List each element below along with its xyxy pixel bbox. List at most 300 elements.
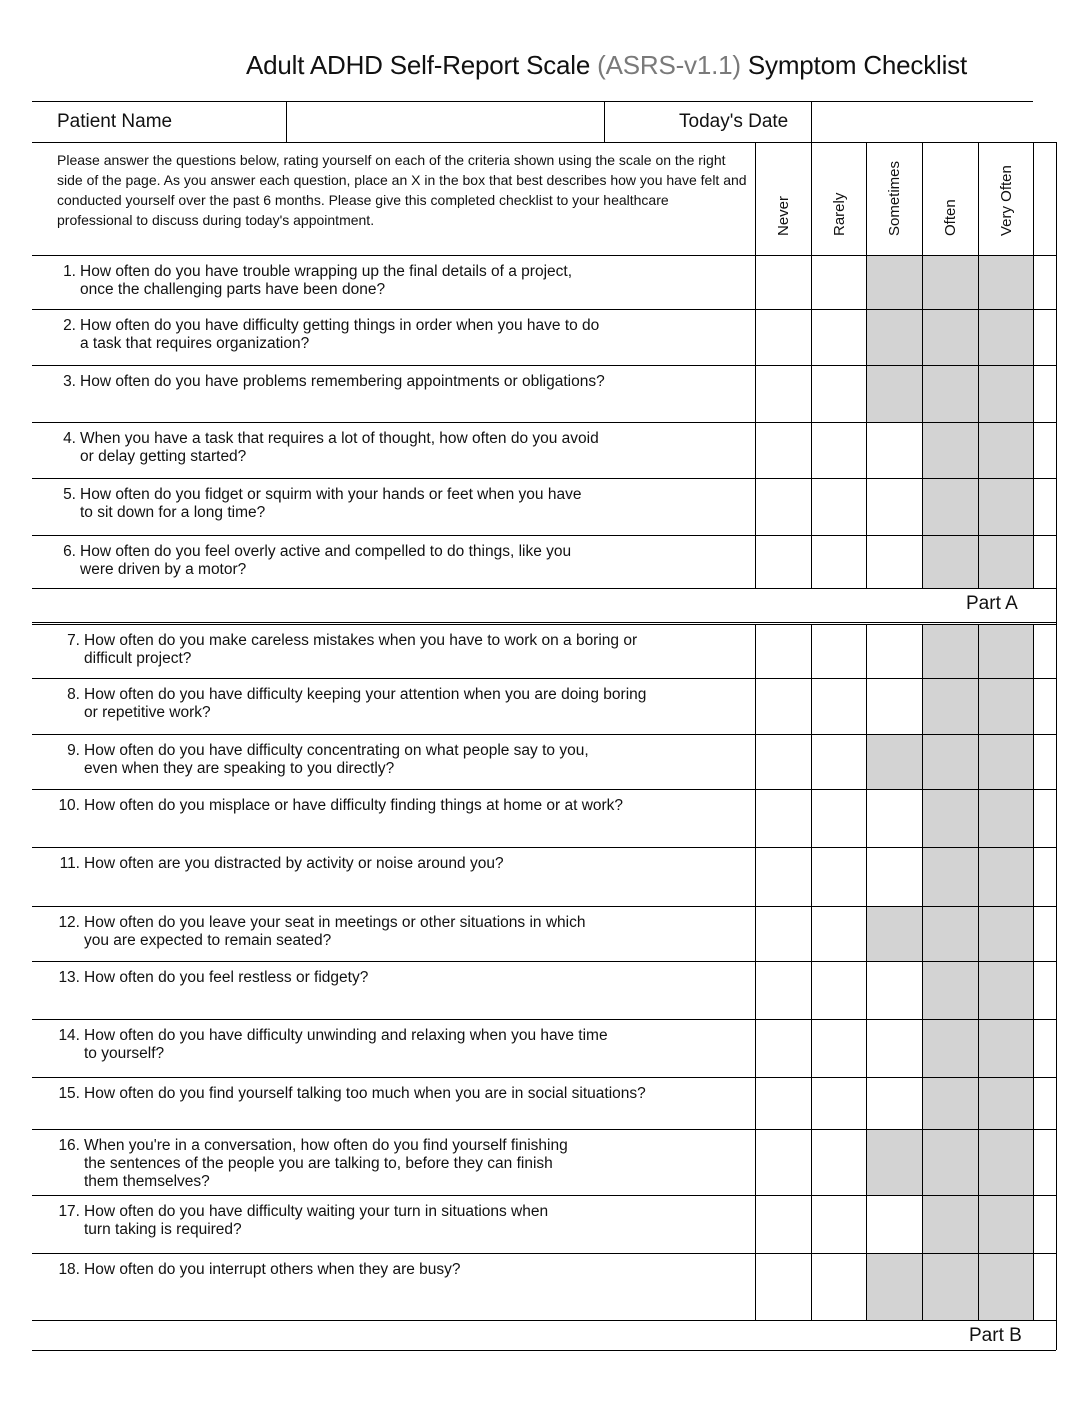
cell-divider	[1033, 535, 1034, 588]
answer-box-rarely[interactable]	[812, 790, 866, 847]
row-rule	[32, 478, 1056, 479]
answer-box-never[interactable]	[756, 1130, 811, 1195]
question-item	[52, 1137, 742, 1191]
cell-divider	[755, 309, 756, 365]
question-item	[52, 543, 742, 579]
answer-box-often[interactable]	[923, 679, 978, 734]
cell-divider	[1033, 1077, 1034, 1129]
row-rule	[32, 365, 1056, 366]
cell-divider	[755, 1195, 756, 1253]
column-header-never	[773, 143, 793, 253]
question-item	[52, 430, 742, 466]
question-text-line1: How often are you distracted by activity or noise around you?	[84, 855, 504, 872]
right-outer-line	[1056, 142, 1057, 1350]
cell-divider	[866, 734, 867, 789]
answer-box-very-often[interactable]	[979, 1254, 1033, 1320]
answer-box-very-often[interactable]	[979, 625, 1033, 678]
question-text-line2: were driven by a motor?	[80, 561, 247, 578]
question-number: 15.	[58, 1085, 80, 1102]
row-rule	[32, 1129, 1056, 1130]
cell-divider	[922, 1129, 923, 1195]
question-text-line1: How often do you have difficulty concentrating on what people say to you,	[84, 742, 589, 759]
row-rule	[32, 1253, 1056, 1254]
question-item	[52, 317, 742, 353]
question-number: 14.	[58, 1027, 80, 1044]
answer-box-never[interactable]	[756, 1020, 811, 1077]
question-text-line1: How often do you leave your seat in meetings or other situations in which	[84, 914, 586, 931]
cell-divider	[978, 734, 979, 789]
answer-box-never[interactable]	[756, 1078, 811, 1129]
question-item	[52, 797, 742, 815]
cell-divider	[755, 1129, 756, 1195]
cell-divider	[755, 365, 756, 422]
cell-divider	[922, 1253, 923, 1320]
question-number: 5.	[63, 486, 76, 503]
answer-box-very-often[interactable]	[979, 1020, 1033, 1077]
answer-box-rarely[interactable]	[812, 1254, 866, 1320]
column-header-label: Never	[775, 195, 792, 236]
question-number: 6.	[63, 543, 76, 560]
question-text-line1: How often do you make careless mistakes when you have to work on a boring or	[84, 632, 638, 649]
answer-box-never[interactable]	[756, 1196, 811, 1253]
answer-box-sometimes[interactable]	[867, 536, 922, 588]
cell-divider	[922, 478, 923, 535]
answer-box-often[interactable]	[923, 366, 978, 422]
question-item	[52, 855, 742, 873]
row-rule	[32, 789, 1056, 790]
answer-box-very-often[interactable]	[979, 479, 1033, 535]
cell-divider	[978, 255, 979, 309]
answer-box-sometimes[interactable]	[867, 1196, 922, 1253]
answer-box-never[interactable]	[756, 366, 811, 422]
cell-divider	[922, 906, 923, 961]
cell-divider	[866, 478, 867, 535]
row-rule	[32, 624, 1056, 625]
answer-box-never[interactable]	[756, 310, 811, 365]
row-rule	[32, 588, 1056, 589]
cell-divider	[978, 535, 979, 588]
answer-box-very-often[interactable]	[979, 1078, 1033, 1129]
answer-box-very-often[interactable]	[979, 790, 1033, 847]
cell-divider	[866, 255, 867, 309]
cell-divider	[866, 1195, 867, 1253]
column-header-often	[940, 143, 960, 253]
cell-divider	[866, 422, 867, 478]
answer-box-often[interactable]	[923, 479, 978, 535]
answer-box-often[interactable]	[923, 310, 978, 365]
answer-box-very-often[interactable]	[979, 679, 1033, 734]
question-item	[52, 1203, 742, 1239]
cell-divider	[755, 624, 756, 678]
answer-box-often[interactable]	[923, 735, 978, 789]
question-text-line1: How often do you fidget or squirm with your hands or feet when you have	[80, 486, 582, 503]
cell-divider	[755, 961, 756, 1019]
answer-box-rarely[interactable]	[812, 256, 866, 309]
row-rule	[32, 1077, 1056, 1078]
cell-divider	[922, 1195, 923, 1253]
cell-divider	[866, 309, 867, 365]
cell-divider	[922, 1077, 923, 1129]
question-number: 1.	[63, 263, 76, 280]
row-rule	[32, 1019, 1056, 1020]
cell-divider	[1033, 1253, 1034, 1320]
answer-box-often[interactable]	[923, 1196, 978, 1253]
cell-divider	[978, 789, 979, 847]
cell-divider	[811, 309, 812, 365]
answer-box-never[interactable]	[756, 1254, 811, 1320]
cell-divider	[866, 624, 867, 678]
answer-box-very-often[interactable]	[979, 1196, 1033, 1253]
question-number: 8.	[67, 686, 80, 703]
cell-divider	[755, 847, 756, 906]
answer-box-sometimes[interactable]	[867, 366, 922, 422]
question-item	[52, 969, 742, 987]
answer-box-sometimes[interactable]	[867, 790, 922, 847]
cell-divider	[1033, 309, 1034, 365]
question-item	[52, 914, 742, 950]
answer-box-very-often[interactable]	[979, 366, 1033, 422]
answer-box-often[interactable]	[923, 423, 978, 478]
cell-divider	[811, 789, 812, 847]
answer-box-very-often[interactable]	[979, 423, 1033, 478]
title-suffix: Symptom Checklist	[740, 50, 967, 80]
answer-box-rarely[interactable]	[812, 907, 866, 961]
question-number: 2.	[63, 317, 76, 334]
row-rule	[32, 309, 1056, 310]
cell-divider	[1033, 734, 1034, 789]
column-header-label: Often	[942, 199, 959, 236]
question-text-line2: the sentences of the people you are talking to, before they can finish	[84, 1155, 553, 1172]
answer-box-often[interactable]	[923, 256, 978, 309]
cell-divider	[978, 961, 979, 1019]
question-text-line2: turn taking is required?	[84, 1221, 242, 1238]
answer-box-never[interactable]	[756, 625, 811, 678]
title-prefix: Adult ADHD Self-Report Scale	[246, 50, 598, 80]
cell-divider	[755, 789, 756, 847]
answer-box-often[interactable]	[923, 907, 978, 961]
cell-divider	[1033, 1019, 1034, 1077]
question-item	[52, 1261, 742, 1279]
cell-divider	[866, 1077, 867, 1129]
question-text-line1: How often do you find yourself talking too much when you are in social situations?	[84, 1085, 646, 1102]
question-text-line1: When you have a task that requires a lot of thought, how often do you avoid	[80, 430, 599, 447]
answer-box-rarely[interactable]	[812, 366, 866, 422]
row-rule	[32, 535, 1056, 536]
answer-box-rarely[interactable]	[812, 423, 866, 478]
cell-divider	[866, 1129, 867, 1195]
answer-box-never[interactable]	[756, 735, 811, 789]
cell-divider	[811, 1077, 812, 1129]
question-text-line1: How often do you feel overly active and compelled to do things, like you	[80, 543, 572, 560]
cell-divider	[811, 847, 812, 906]
title-version: (ASRS-v1.1)	[597, 50, 741, 80]
cell-divider	[866, 1253, 867, 1320]
cell-divider	[811, 678, 812, 734]
answer-box-rarely[interactable]	[812, 848, 866, 906]
cell-divider	[922, 961, 923, 1019]
answer-box-rarely[interactable]	[812, 479, 866, 535]
cell-divider	[1033, 961, 1034, 1019]
question-text-line1: How often do you misplace or have difficulty finding things at home or at work?	[84, 797, 624, 814]
question-item	[52, 1027, 742, 1063]
cell-divider	[978, 1019, 979, 1077]
question-number: 16.	[58, 1137, 80, 1154]
part-b-label: Part B	[969, 1325, 1022, 1346]
question-number: 7.	[67, 632, 80, 649]
answer-box-never[interactable]	[756, 907, 811, 961]
answer-box-never[interactable]	[756, 790, 811, 847]
answer-box-sometimes[interactable]	[867, 679, 922, 734]
cell-divider	[755, 1253, 756, 1320]
answer-box-rarely[interactable]	[812, 536, 866, 588]
header-divider-2	[604, 101, 605, 142]
instructions: Please answer the questions below, rating yourself on each of the criteria shown using the scale on the right side of the page. As you answer each question, place an X in the box that best describes how you have felt and conducted yourself over the past 6 months. Please give this completed checklist to your healthcare professional to discuss during today's appointment.	[57, 152, 747, 228]
question-text-line2: or repetitive work?	[84, 704, 211, 721]
answer-box-sometimes[interactable]	[867, 907, 922, 961]
cell-divider	[866, 789, 867, 847]
question-text-line1: How often do you have difficulty keeping your attention when you are doing boring	[84, 686, 647, 703]
cell-divider	[1033, 789, 1034, 847]
cell-divider	[1033, 678, 1034, 734]
cell-divider	[978, 422, 979, 478]
cell-divider	[755, 906, 756, 961]
row-rule	[32, 1320, 1056, 1321]
cell-divider	[1033, 906, 1034, 961]
answer-box-sometimes[interactable]	[867, 962, 922, 1019]
question-text-line1: How often do you have difficulty waiting your turn in situations when	[84, 1203, 549, 1220]
answer-box-often[interactable]	[923, 790, 978, 847]
question-item	[52, 373, 742, 391]
answer-box-rarely[interactable]	[812, 310, 866, 365]
question-item	[52, 1085, 742, 1103]
cell-divider	[922, 255, 923, 309]
answer-box-never[interactable]	[756, 256, 811, 309]
question-number: 10.	[58, 797, 80, 814]
cell-divider	[978, 678, 979, 734]
cell-divider	[922, 734, 923, 789]
answer-box-often[interactable]	[923, 1254, 978, 1320]
answer-box-never[interactable]	[756, 479, 811, 535]
question-text-line2: even when they are speaking to you directly?	[84, 760, 395, 777]
question-number: 9.	[67, 742, 80, 759]
cell-divider	[811, 1129, 812, 1195]
question-text-line2: to yourself?	[84, 1045, 165, 1062]
row-rule	[32, 1195, 1056, 1196]
cell-divider	[1033, 478, 1034, 535]
answer-box-often[interactable]	[923, 848, 978, 906]
answer-box-very-often[interactable]	[979, 310, 1033, 365]
question-item	[52, 742, 742, 778]
answer-box-never[interactable]	[756, 536, 811, 588]
cell-divider	[922, 365, 923, 422]
cell-divider	[922, 1019, 923, 1077]
cell-divider	[922, 678, 923, 734]
cell-divider	[922, 535, 923, 588]
column-header-label: Rarely	[830, 192, 848, 236]
cell-divider	[866, 535, 867, 588]
answer-box-rarely[interactable]	[812, 679, 866, 734]
cell-divider	[811, 478, 812, 535]
answer-box-often[interactable]	[923, 625, 978, 678]
answer-box-sometimes[interactable]	[867, 1130, 922, 1195]
cell-divider	[866, 365, 867, 422]
answer-box-sometimes[interactable]	[867, 256, 922, 309]
question-number: 11.	[59, 855, 80, 872]
question-item	[52, 486, 742, 522]
answer-box-rarely[interactable]	[812, 1196, 866, 1253]
header-column-line	[1033, 142, 1034, 255]
patient-name-field[interactable]	[287, 102, 603, 141]
question-item	[52, 632, 742, 668]
question-number: 17.	[58, 1203, 80, 1220]
answer-box-never[interactable]	[756, 679, 811, 734]
row-rule	[32, 906, 1056, 907]
question-text-line2: to sit down for a long time?	[80, 504, 266, 521]
question-text-line1: How often do you have difficulty unwinding and relaxing when you have time	[84, 1027, 608, 1044]
answer-box-often[interactable]	[923, 536, 978, 588]
cell-divider	[866, 1019, 867, 1077]
cell-divider	[811, 624, 812, 678]
cell-divider	[755, 535, 756, 588]
question-text-line1: How often do you have trouble wrapping up the final details of a project,	[80, 263, 573, 280]
cell-divider	[978, 624, 979, 678]
bottom-rule	[32, 1350, 1056, 1351]
answer-box-rarely[interactable]	[812, 1078, 866, 1129]
cell-divider	[978, 1129, 979, 1195]
cell-divider	[811, 1253, 812, 1320]
column-header-rarely	[829, 143, 849, 253]
cell-divider	[978, 1253, 979, 1320]
cell-divider	[1033, 847, 1034, 906]
cell-divider	[755, 422, 756, 478]
header-column-line	[922, 142, 923, 255]
cell-divider	[1033, 365, 1034, 422]
row-rule	[32, 847, 1056, 848]
cell-divider	[811, 906, 812, 961]
cell-divider	[866, 906, 867, 961]
todays-date-field[interactable]	[812, 102, 1032, 141]
answer-box-never[interactable]	[756, 962, 811, 1019]
question-text-line1: When you're in a conversation, how often do you find yourself finishing	[84, 1137, 568, 1154]
row-rule	[32, 734, 1056, 735]
cell-divider	[866, 961, 867, 1019]
question-text-line1: How often do you have difficulty getting things in order when you have to do	[80, 317, 600, 334]
question-number: 13.	[58, 969, 80, 986]
question-text-line1: How often do you have problems remembering appointments or obligations?	[80, 373, 605, 390]
cell-divider	[1033, 1195, 1034, 1253]
cell-divider	[811, 255, 812, 309]
question-text-line3: them themselves?	[84, 1173, 210, 1190]
answer-box-sometimes[interactable]	[867, 735, 922, 789]
page-title	[246, 50, 967, 81]
header-column-line	[866, 142, 867, 255]
cell-divider	[811, 422, 812, 478]
cell-divider	[811, 365, 812, 422]
cell-divider	[978, 847, 979, 906]
answer-box-sometimes[interactable]	[867, 848, 922, 906]
answer-box-very-often[interactable]	[979, 256, 1033, 309]
patient-name-label: Patient Name	[57, 111, 173, 132]
cell-divider	[922, 422, 923, 478]
cell-divider	[1033, 255, 1034, 309]
row-rule	[32, 961, 1056, 962]
question-text-line2: once the challenging parts have been done?	[80, 281, 386, 298]
row-rule	[32, 255, 1056, 256]
column-header-label: Very Often	[997, 165, 1015, 236]
answer-box-very-often[interactable]	[979, 536, 1033, 588]
cell-divider	[922, 847, 923, 906]
answer-box-sometimes[interactable]	[867, 479, 922, 535]
answer-box-sometimes[interactable]	[867, 1020, 922, 1077]
answer-box-very-often[interactable]	[979, 848, 1033, 906]
answer-box-often[interactable]	[923, 1130, 978, 1195]
cell-divider	[755, 1019, 756, 1077]
answer-box-rarely[interactable]	[812, 962, 866, 1019]
cell-divider	[755, 678, 756, 734]
answer-box-very-often[interactable]	[979, 735, 1033, 789]
part-a-label: Part A	[966, 593, 1018, 614]
question-number: 18.	[58, 1261, 80, 1278]
answer-box-never[interactable]	[756, 423, 811, 478]
answer-box-rarely[interactable]	[812, 735, 866, 789]
question-number: 12.	[58, 914, 80, 931]
cell-divider	[755, 1077, 756, 1129]
answer-box-very-often[interactable]	[979, 1130, 1033, 1195]
answer-box-very-often[interactable]	[979, 907, 1033, 961]
answer-box-rarely[interactable]	[812, 625, 866, 678]
question-item	[52, 686, 742, 722]
answer-box-very-often[interactable]	[979, 962, 1033, 1019]
cell-divider	[811, 535, 812, 588]
question-number: 3.	[63, 373, 76, 390]
answer-box-sometimes[interactable]	[867, 1254, 922, 1320]
cell-divider	[811, 734, 812, 789]
answer-box-sometimes[interactable]	[867, 310, 922, 365]
cell-divider	[922, 309, 923, 365]
question-text-line2: you are expected to remain seated?	[84, 932, 332, 949]
cell-divider	[922, 789, 923, 847]
cell-divider	[1033, 422, 1034, 478]
cell-divider	[978, 906, 979, 961]
answer-box-rarely[interactable]	[812, 1020, 866, 1077]
cell-divider	[866, 847, 867, 906]
cell-divider	[866, 678, 867, 734]
answer-box-rarely[interactable]	[812, 1130, 866, 1195]
cell-divider	[978, 309, 979, 365]
question-item	[52, 263, 742, 299]
header-column-line	[811, 142, 812, 255]
cell-divider	[922, 624, 923, 678]
question-text-line1: How often do you feel restless or fidgety?	[84, 969, 369, 986]
row-rule	[32, 678, 1056, 679]
column-header-label: Sometimes	[886, 160, 903, 236]
answer-box-sometimes[interactable]	[867, 1078, 922, 1129]
answer-box-often[interactable]	[923, 1020, 978, 1077]
cell-divider	[978, 478, 979, 535]
question-text-line2: or delay getting started?	[80, 448, 247, 465]
answer-box-sometimes[interactable]	[867, 423, 922, 478]
row-rule	[32, 422, 1056, 423]
question-text-line2: difficult project?	[84, 650, 192, 667]
cell-divider	[755, 255, 756, 309]
answer-box-often[interactable]	[923, 962, 978, 1019]
answer-box-never[interactable]	[756, 848, 811, 906]
header-column-line	[978, 142, 979, 255]
cell-divider	[811, 961, 812, 1019]
question-text-line2: a task that requires organization?	[80, 335, 310, 352]
answer-box-often[interactable]	[923, 1078, 978, 1129]
answer-box-sometimes[interactable]	[867, 625, 922, 678]
